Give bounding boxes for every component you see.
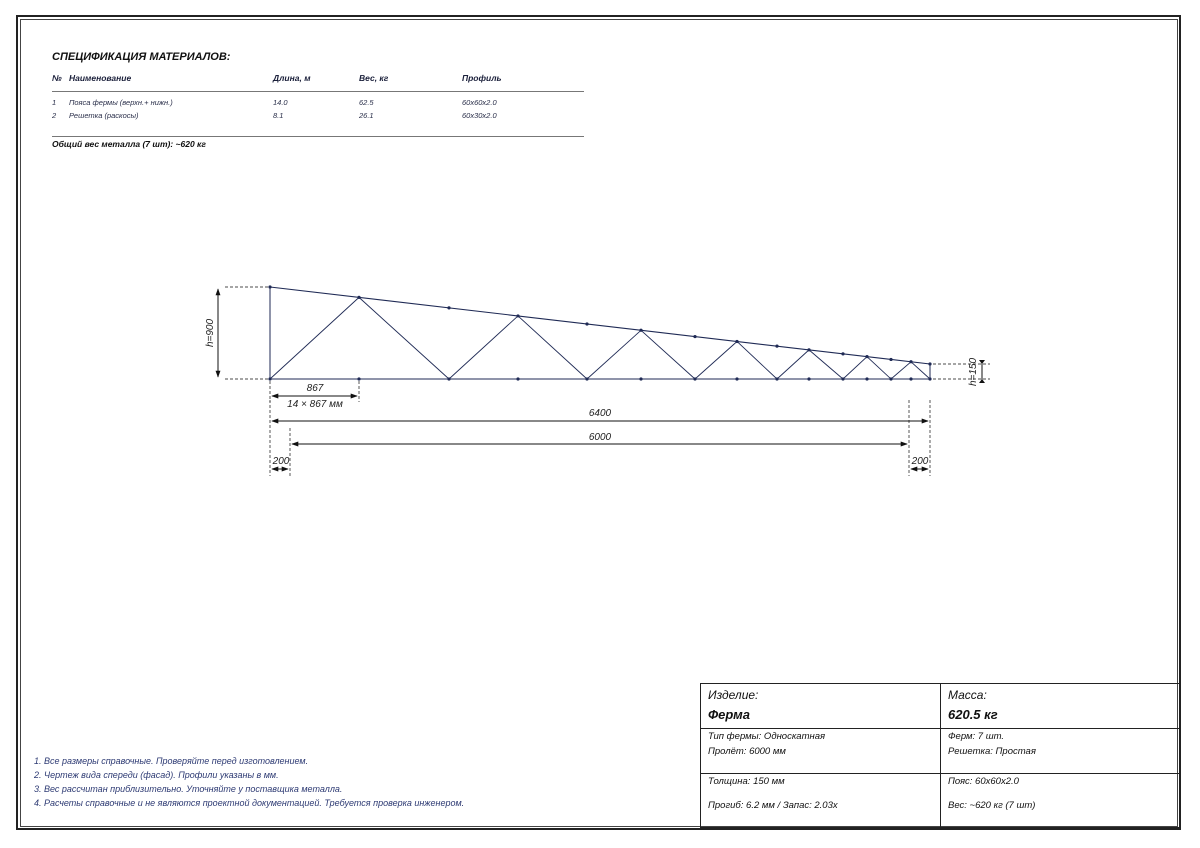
overhang-right-label: 200 [911,456,929,467]
overhang-left-dimension [272,456,290,469]
truss-node [865,377,868,380]
diagonal-member [911,362,930,379]
truss-node [693,335,696,338]
truss-nodes [268,285,931,380]
title-block-divider [701,773,1179,774]
spec-cell-num: 1 [52,98,57,107]
span-label: 6000 [588,432,612,443]
overall-label: 6400 [588,408,612,419]
truss-node [639,377,642,380]
truss-type: Тип фермы: Односкатная [708,731,826,742]
truss-node [841,377,844,380]
truss-node [585,322,588,325]
truss-node [693,377,696,380]
spec-cell-length: 14.0 [273,98,288,107]
spec-cell-profile: 60x30x2.0 [462,111,497,120]
spec-total: Общий вес металла (7 шт): ~620 кг [52,139,206,149]
thickness-value: Толщина: 150 мм [708,776,785,787]
truss-node [909,360,912,363]
truss-node [735,340,738,343]
truss-node [585,377,588,380]
truss-node [268,285,271,288]
diagonal-member [777,350,809,379]
truss-node [841,352,844,355]
panel-note: 14 × 867 мм [287,399,343,410]
mass-label: Масса: [948,688,987,702]
overhang-right-dimension [911,456,929,469]
height-dimension-left [205,287,268,379]
spec-header-num: № [52,73,62,83]
spec-cell-profile: 60x60x2.0 [462,98,497,107]
truss-node [516,377,519,380]
diagonal-member [891,362,911,379]
truss-node [889,358,892,361]
diagonal-member [518,316,587,379]
height-dimension-right [933,358,990,387]
mass-value: 620.5 кг [948,707,998,722]
top-chord [270,287,930,364]
overhang-left-label: 200 [272,456,290,467]
truss-node [735,377,738,380]
truss-node [928,377,931,380]
diagonal-member [809,350,843,379]
spec-cell-name: Пояса фермы (верхн.+ нижн.) [69,98,173,107]
spec-cell-length: 8.1 [273,111,284,120]
title-block [700,683,1180,828]
truss-node [357,377,360,380]
truss-count: Ферм: 7 шт. [948,731,1005,742]
diagonal-member [270,297,359,379]
spec-header-profile: Профиль [462,73,502,83]
panel-dimension [270,381,359,410]
note-line: 2. Чертеж вида спереди (фасад). Профили указаны в мм. [34,770,279,780]
truss-node [909,377,912,380]
truss-node [889,377,892,380]
note-line: 1. Все размеры справочные. Проверяйте перед изготовлением. [34,756,309,766]
diagonal-member [449,316,518,379]
truss-node [775,377,778,380]
chord-profile: Пояс: 60x60x2.0 [948,776,1019,787]
span-dimension [292,432,907,444]
truss-members [270,287,930,379]
truss-node [807,377,810,380]
truss-node [516,314,519,317]
diagonal-member [695,341,737,379]
truss-node [268,377,271,380]
notes [34,754,464,810]
truss-node [357,296,360,299]
truss-node [447,377,450,380]
note-line: 3. Вес рассчитан приблизительно. Уточняйте у поставщика металла. [34,784,343,794]
truss-node [807,348,810,351]
product-label: Изделие: [708,688,759,702]
truss-node [447,306,450,309]
weight-value: Вес: ~620 кг (7 шт) [948,800,1036,811]
truss-node [639,329,642,332]
truss-node [865,355,868,358]
spec-header-name: Наименование [69,73,132,83]
diagonal-member [359,297,449,379]
spec-cell-weight: 26.1 [359,111,374,120]
diagonal-member [641,330,695,379]
spec-cell-num: 2 [52,111,57,120]
diagonal-member [737,341,777,379]
height-left-label: h=900 [205,318,216,348]
truss-node [928,362,931,365]
deflection-value: Прогиб: 6.2 мм / Запас: 2.03x [708,800,838,811]
note-line: 4. Расчеты справочные и не являются проектной документацией. Требуется проверка инженером. [34,798,465,808]
product-value: Ферма [708,707,750,722]
spec-header-weight: Вес, кг [359,73,389,83]
panel-label: 867 [306,383,324,394]
spec-cell-name: Решетка (раскосы) [69,111,139,120]
diagonal-member [843,357,867,379]
title-block-divider [701,728,1179,729]
lattice-type: Решетка: Простая [948,746,1036,757]
diagonal-member [587,330,641,379]
title-block-divider [940,684,941,827]
height-right-label: h=150 [968,357,979,387]
span-value: Пролёт: 6000 мм [708,746,786,757]
spec-header-length: Длина, м [273,73,311,83]
truss-node [775,345,778,348]
spec-cell-weight: 62.5 [359,98,374,107]
diagonal-member [867,357,891,379]
spec-title: СПЕЦИФИКАЦИЯ МАТЕРИАЛОВ: [52,51,231,63]
